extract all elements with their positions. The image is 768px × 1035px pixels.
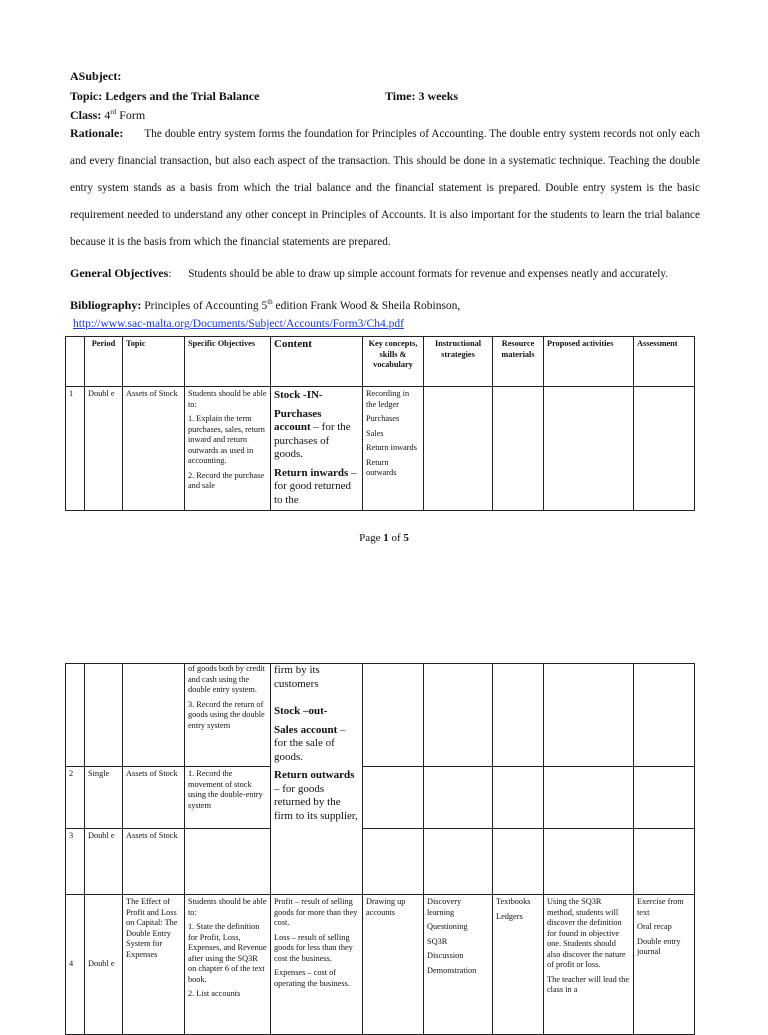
row5-content — [271, 895, 363, 1035]
row3-assessment — [634, 767, 695, 829]
row5-content-1: Profit – result of selling goods for more than they cost. — [274, 897, 358, 927]
row5-prop-2: The teacher will lead the class in a — [547, 974, 630, 994]
row5-instr-3: SQ3R — [427, 936, 448, 946]
row4-assessment — [634, 829, 695, 895]
row5-resource — [493, 895, 544, 1035]
row4-resource — [493, 829, 544, 895]
row1-key-3: Sales — [366, 428, 384, 438]
row2-spec-1: of goods both by credit and cash using the double entry system. — [188, 664, 265, 694]
row1-return-inwards-def: – for good returned to the — [274, 466, 357, 506]
row2-assessment — [634, 664, 695, 767]
bibliography-text-b: edition Frank Wood & Sheila Robinson, — [275, 300, 461, 312]
bibliography-url-link[interactable]: http://www.sac-malta.org/Documents/Subject/Accounts/Form3/Ch4.pdf — [73, 318, 404, 330]
lesson-plan-table-page1 — [65, 336, 695, 511]
topic-label: Topic: — [70, 89, 103, 103]
class-label: Class: — [70, 108, 102, 122]
page-label: Page — [359, 532, 381, 544]
row1-proposed — [544, 387, 634, 511]
bibliography-sup: th — [267, 298, 273, 307]
row5-content-2: Loss – result of selling goods for less than they cost the business. — [274, 932, 353, 963]
row2-specific-objectives — [185, 664, 271, 767]
objectives-line — [70, 266, 668, 281]
row5-instructional — [424, 895, 493, 1035]
header-topic: Topic — [123, 337, 185, 387]
row2-content-heading: Stock –out- — [274, 705, 328, 717]
row4-proposed — [544, 829, 634, 895]
row1-key-2: Purchases — [366, 414, 400, 423]
bibliography-line — [70, 298, 460, 313]
header-key-concepts: Key concepts, skills & vocabulary — [363, 337, 424, 387]
row1-key-1: Recording in the ledger — [366, 389, 410, 409]
row5-key: Drawing up accounts — [363, 895, 424, 1035]
time-label: Time: 3 weeks — [385, 89, 459, 103]
row4-topic: Assets of Stock — [123, 829, 185, 895]
row3-proposed — [544, 767, 634, 829]
rationale-paragraph — [70, 120, 700, 256]
row4-num: 3 — [66, 829, 85, 895]
row1-content-purchases — [274, 408, 359, 462]
subject-label: ASubject: — [70, 69, 122, 83]
bibliography-label: Bibliography: — [70, 298, 142, 312]
row2-sales-def: – for the sale of goods. — [274, 723, 346, 763]
row2-return-outwards-def: – for goods returned by the firm to its supplier, — [274, 782, 358, 822]
lesson-plan-table-page2 — [65, 663, 695, 1035]
row4-specific-objectives — [185, 829, 271, 895]
row1-content-heading: Stock -IN- — [274, 389, 323, 401]
row4-instructional — [424, 829, 493, 895]
row5-spec-1: Students should be able to: — [188, 897, 267, 917]
class-sup: rd — [110, 108, 117, 116]
row2-instructional — [424, 664, 493, 767]
rationale-text: The double entry system forms the foundation for Principles of Accounting. The double entry system records not only each and every financial transaction, but also each aspect of the transaction. This should be done in a systematic technique. Teaching the double entry system stands as a basis from which the trial balance and the financial statement is prepared. Double entry system is the basic requirement needed to understand any other concept in Principles of Accounts. It is also important for the students to learn the trial balance because it is the basis from which the financial statements are prepared. — [70, 128, 700, 248]
row5-assess-2: Oral recap — [637, 922, 672, 931]
row1-content — [271, 387, 363, 511]
topic-title: Ledgers and the Trial Balance — [105, 89, 260, 103]
row2-topic — [123, 664, 185, 767]
row1-num: 1 — [66, 387, 85, 511]
header-proposed-activities: Proposed activities — [544, 337, 634, 387]
row1-key-4: Return inwards — [366, 443, 417, 452]
row1-topic: Assets of Stock — [123, 387, 185, 511]
row2-return-outwards-term: Return outwards — [274, 769, 355, 781]
row2-content — [271, 664, 363, 895]
page-total: 5 — [403, 532, 409, 544]
row5-assess-1: Exercise from text — [637, 897, 684, 917]
table-row — [66, 664, 695, 767]
row5-res-1: Textbooks — [496, 897, 531, 906]
row5-spec-2: 1. State the definition for Profit, Loss, Expenses, and Revenue after using the SQ3R on chapter 6 of the text book. — [188, 922, 267, 984]
row3-topic: Assets of Stock — [123, 767, 185, 829]
row1-purchases-term: Purchases account — [274, 407, 322, 433]
row5-instr-5: Demonstration — [427, 965, 477, 975]
row1-assessment — [634, 387, 695, 511]
row2-resource — [493, 664, 544, 767]
header-assessment: Assessment — [634, 337, 695, 387]
row5-prop-1: Using the SQ3R method, students will discover the definition for found in objective one. Students should also discover the nature of profit or loss. — [547, 897, 626, 969]
table-row — [66, 387, 695, 511]
row3-num: 2 — [66, 767, 85, 829]
table-header-row — [66, 337, 695, 387]
row5-assess-3: Double entry journal — [637, 936, 681, 956]
row5-instr-2: Questioning — [427, 922, 468, 931]
row3-specific-objectives: 1. Record the movement of stock using the double-entry system — [185, 767, 271, 829]
header-content: Content — [271, 337, 363, 387]
row1-content-return-inwards — [274, 467, 359, 508]
row1-spec-3: 2. Record the purchase and sale — [188, 470, 265, 490]
row2-content-sales — [274, 724, 359, 765]
row3-key — [363, 767, 424, 829]
row1-key-5: Return outwards — [366, 457, 397, 477]
row1-period: Doubl e — [85, 387, 123, 511]
row2-sales-term: Sales account — [274, 723, 338, 736]
row5-topic: The Effect of Profit and Loss on Capital: The Double Entry System for Expenses — [123, 895, 185, 1035]
row1-purchases-def: – for the purchases of goods. — [274, 421, 351, 460]
row2-period — [85, 664, 123, 767]
table-row — [66, 767, 695, 829]
row3-instructional — [424, 767, 493, 829]
objectives-text: : Students should be able to draw up simple account formats for revenue and expenses neatly and accurately. — [168, 268, 669, 280]
page-current: 1 — [383, 532, 389, 544]
topic-line — [70, 89, 259, 104]
page-number — [0, 532, 768, 544]
row1-spec-1: Students should be able to: — [188, 389, 267, 409]
row2-content-1: firm by its customers — [274, 664, 320, 690]
row4-key — [363, 829, 424, 895]
objectives-label: General Objectives — [70, 266, 169, 280]
row1-specific-objectives — [185, 387, 271, 511]
row3-period: Single — [85, 767, 123, 829]
bibliography-url-line — [73, 318, 404, 330]
table-row — [66, 895, 695, 1035]
rationale-label: Rationale: — [70, 126, 124, 140]
row2-content-return-outwards — [274, 769, 359, 823]
row2-num — [66, 664, 85, 767]
row5-assessment — [634, 895, 695, 1035]
row2-spec-2: 3. Record the return of goods using the double entry system — [188, 699, 265, 730]
header-period: Period — [85, 337, 123, 387]
class-num: 4 — [104, 108, 111, 122]
row1-spec-2: 1. Explain the term purchases, sales, return inward and return outwards as used in accounting. — [188, 414, 265, 465]
bibliography-text-a: Principles of Accounting 5 — [144, 300, 268, 312]
row5-specific-objectives — [185, 895, 271, 1035]
row5-res-2: Ledgers — [496, 911, 523, 921]
table-row — [66, 829, 695, 895]
row1-return-inwards-term: Return inwards — [274, 466, 349, 479]
header-num-cell — [66, 337, 85, 387]
row3-resource — [493, 767, 544, 829]
page-of: of — [391, 532, 401, 544]
row5-spec-3: 2. List accounts — [188, 989, 241, 998]
row2-key — [363, 664, 424, 767]
class-suffix: Form — [119, 108, 146, 122]
row5-content-3: Expenses – cost of operating the business. — [274, 968, 350, 988]
header-resource-materials: Resource materials — [493, 337, 544, 387]
row1-instructional — [424, 387, 493, 511]
row5-proposed — [544, 895, 634, 1035]
row2-proposed — [544, 664, 634, 767]
row4-period: Doubl e — [85, 829, 123, 895]
header-specific-objectives: Specific Objectives — [185, 337, 271, 387]
row5-instr-1: Discovery learning — [427, 897, 462, 917]
row5-num: 4 — [66, 895, 85, 1035]
row5-period: Doubl e — [85, 895, 123, 1035]
row1-key-concepts — [363, 387, 424, 511]
header-instructional-strategies: Instructional strategies — [424, 337, 493, 387]
row5-instr-4: Discussion — [427, 951, 464, 960]
row1-resource — [493, 387, 544, 511]
